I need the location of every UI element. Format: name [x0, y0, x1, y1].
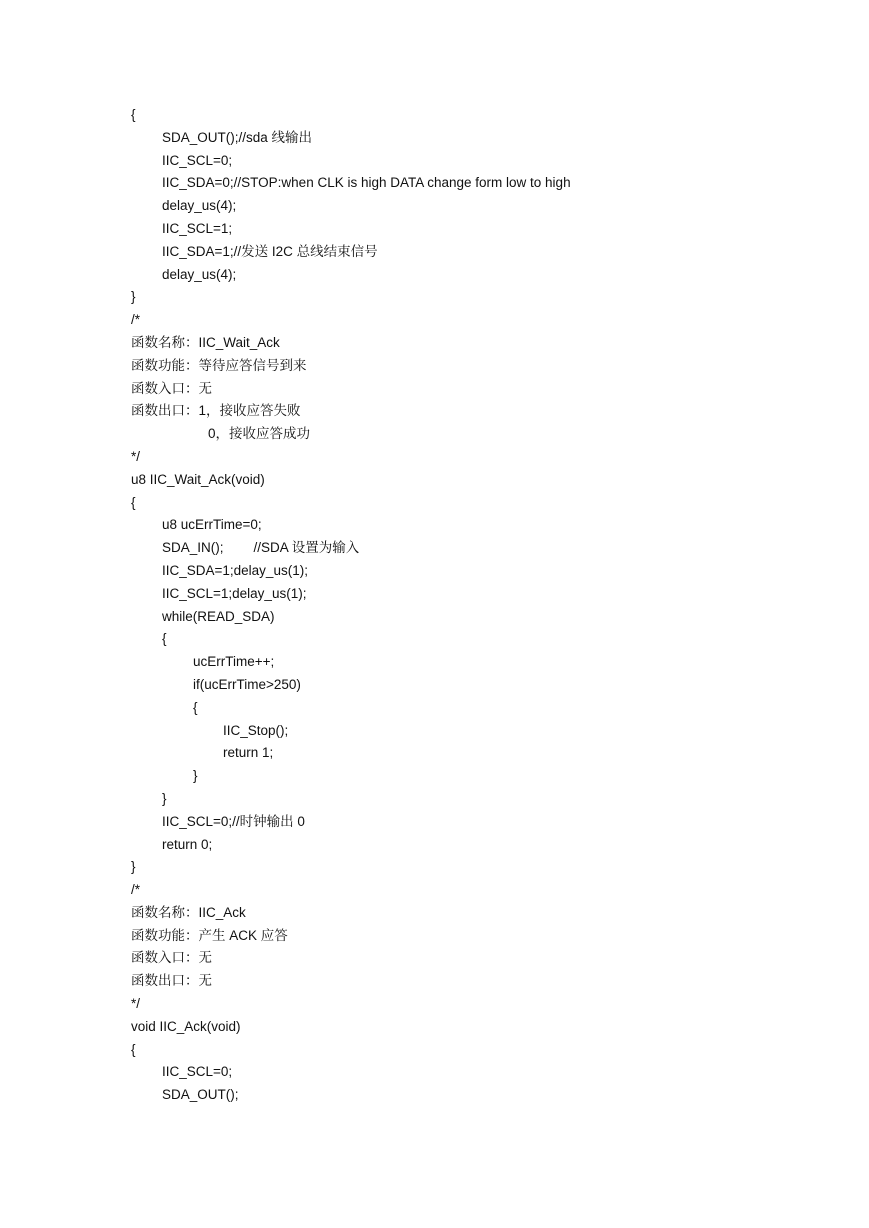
comment-line: /*: [131, 882, 141, 898]
code-line: delay_us(4);: [162, 266, 237, 282]
code-line: IIC_SDA=1;delay_us(1);: [162, 562, 308, 578]
code-line: while(READ_SDA): [162, 608, 275, 624]
comment-line: 函数功能：产生 ACK 应答: [131, 927, 288, 943]
code-line: return 0;: [162, 836, 213, 852]
code-line: }: [162, 790, 167, 806]
code-line: IIC_SCL=0;: [162, 1064, 233, 1080]
comment-line: /*: [131, 312, 141, 328]
code-line: IIC_SDA=0;//STOP:when CLK is high DATA change form low to high: [162, 175, 571, 191]
code-line: IIC_SDA=1;//发送 I2C 总线结束信号: [162, 243, 378, 259]
function-signature: u8 IIC_Wait_Ack(void): [131, 471, 265, 487]
comment-line: 函数出口：1，接收应答失败: [131, 403, 301, 419]
code-statement: SDA_IN();: [162, 540, 224, 556]
code-line: {: [131, 107, 136, 122]
comment-line: 0，接收应答成功: [208, 426, 311, 442]
code-line: if(ucErrTime>250): [193, 676, 301, 692]
code-line: IIC_SCL=1;: [162, 220, 233, 236]
code-line: {: [193, 699, 198, 715]
comment-line: 函数功能：等待应答信号到来: [131, 357, 307, 373]
code-line: SDA_OUT();//sda 线输出: [162, 129, 313, 145]
code-line: }: [131, 859, 136, 875]
code-line: {: [162, 631, 167, 647]
code-line: }: [193, 768, 198, 784]
code-line: {: [131, 494, 136, 510]
code-line: }: [131, 289, 136, 305]
code-line: {: [131, 1041, 136, 1057]
code-comment: //SDA 设置为输入: [253, 540, 360, 556]
code-line: delay_us(4);: [162, 198, 237, 214]
code-line: ucErrTime++;: [193, 654, 275, 670]
code-line: IIC_SCL=0;//时钟输出 0: [162, 813, 305, 829]
comment-line: */: [131, 996, 141, 1012]
code-line: IIC_SCL=0;: [162, 152, 233, 168]
code-line: u8 ucErrTime=0;: [162, 517, 262, 533]
comment-line: 函数名称：IIC_Ack: [131, 904, 246, 920]
code-listing: [131, 104, 831, 1107]
comment-line: */: [131, 448, 141, 464]
function-signature: void IIC_Ack(void): [131, 1018, 241, 1034]
comment-line: 函数名称：IIC_Wait_Ack: [131, 334, 280, 350]
comment-line: 函数出口：无: [131, 973, 212, 989]
comment-line: 函数入口：无: [131, 950, 212, 966]
code-line: IIC_Stop();: [223, 722, 289, 738]
code-line: SDA_OUT();: [162, 1087, 239, 1103]
code-line: IIC_SCL=1;delay_us(1);: [162, 585, 307, 601]
comment-line: 函数入口：无: [131, 380, 212, 396]
code-line: return 1;: [223, 745, 274, 761]
code-line: [131, 537, 831, 560]
